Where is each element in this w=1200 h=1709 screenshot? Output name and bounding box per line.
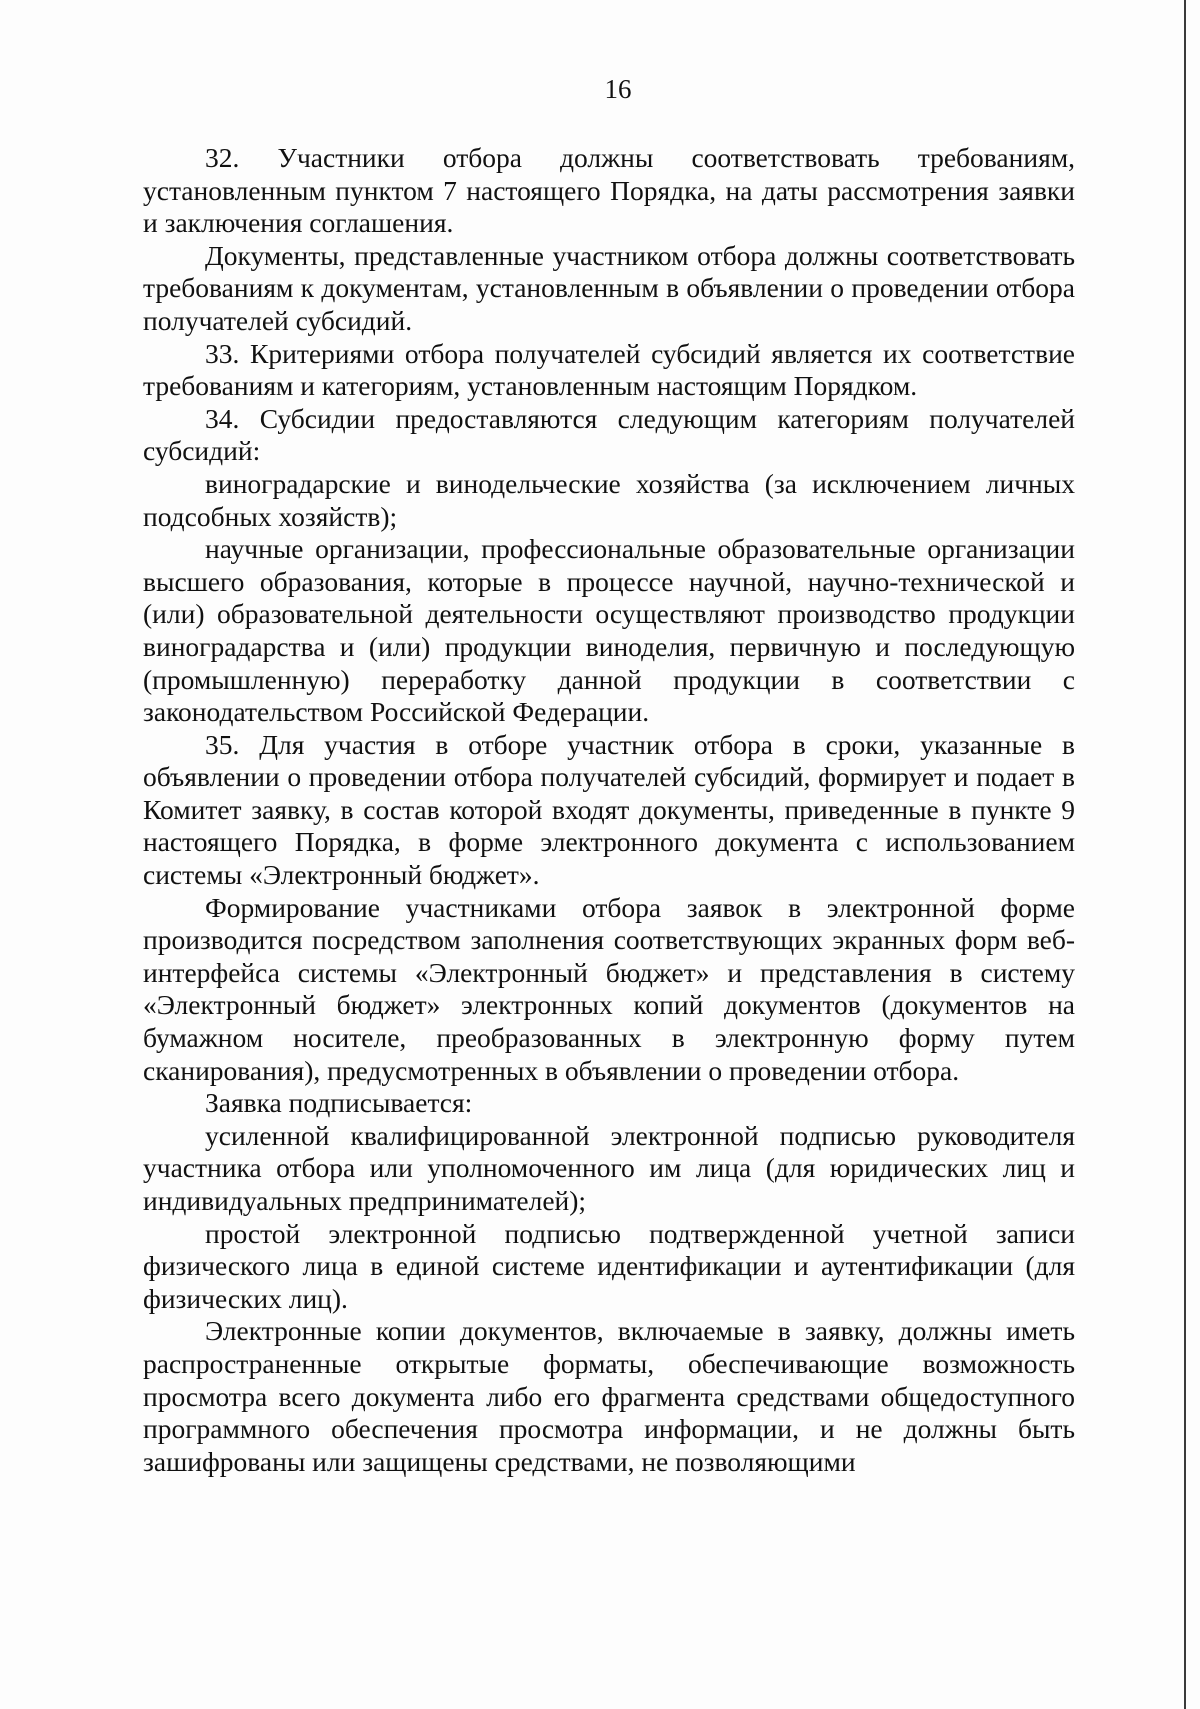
paragraph-application-signed: Заявка подписывается: xyxy=(205,1087,473,1119)
document-body xyxy=(143,142,1075,1478)
list-item-simple-signature: простой электронной подписью подтвержденной учетной записи физического лица в единой системе идентификации и аутентификации (для физических лиц). xyxy=(143,1217,1075,1314)
scan-edge-line xyxy=(1184,0,1186,1709)
paragraph-forming-applications: Формирование участниками отбора заявок в электронной форме производится посредством заполнения соответствующих экранных форм веб-интерфейса системы «Электронный бюджет» и представления в систему «Электронный бюджет» электронных копий документов (документов на бумажном носителе, преобразованных в электронную форму путем сканирования), предусмотренных в объявлении о проведении отбора. xyxy=(143,891,1075,1086)
paragraph-electronic-copies: Электронные копии документов, включаемые в заявку, должны иметь распространенные открытые форматы, обеспечивающие возможность просмотра всего документа либо его фрагмента средствами общедоступного программного обеспечения просмотра информации, и не должны быть зашифрованы или защищены средствами, не позволяющими xyxy=(143,1315,1075,1477)
paragraph-33: 33. Критериями отбора получателей субсидий является их соответствие требованиям и категориям, установленным настоящим Порядком. xyxy=(143,337,1075,402)
list-item-scientific-organizations: научные организации, профессиональные образовательные организации высшего образования, которые в процессе научной, научно-технической и (или) образовательной деятельности осуществляют производство продукции виноградарства и (или) продукции виноделия, первичную и последующую (промышленную) переработку данной продукции в соответствии с законодательством Российской Федерации. xyxy=(143,533,1075,728)
list-item-vineyards: виноградарские и винодельческие хозяйства (за исключением личных подсобных хозяйств); xyxy=(143,467,1075,532)
paragraph-35: 35. Для участия в отборе участник отбора в сроки, указанные в объявлении о проведении отбора получателей субсидий, формирует и подает в Комитет заявку, в состав которой входят документы, приведенные в пункте 9 настоящего Порядка, в форме электронного документа с использованием системы «Электронный бюджет». xyxy=(143,728,1075,891)
list-item-qualified-signature: усиленной квалифицированной электронной подписью руководителя участника отбора или уполномоченного им лица (для юридических лиц и индивидуальных предпринимателей); xyxy=(143,1119,1075,1216)
paragraph-32: 32. Участники отбора должны соответствовать требованиям, установленным пунктом 7 настоящего Порядка, на даты рассмотрения заявки и заключения соглашения. xyxy=(143,142,1075,239)
page-number: 16 xyxy=(604,74,632,104)
paragraph-documents: Документы, представленные участником отбора должны соответствовать требованиям к документам, установленным в объявлении о проведении отбора получателей субсидий. xyxy=(143,239,1075,336)
paragraph-34: 34. Субсидии предоставляются следующим категориям получателей субсидий: xyxy=(143,402,1075,467)
